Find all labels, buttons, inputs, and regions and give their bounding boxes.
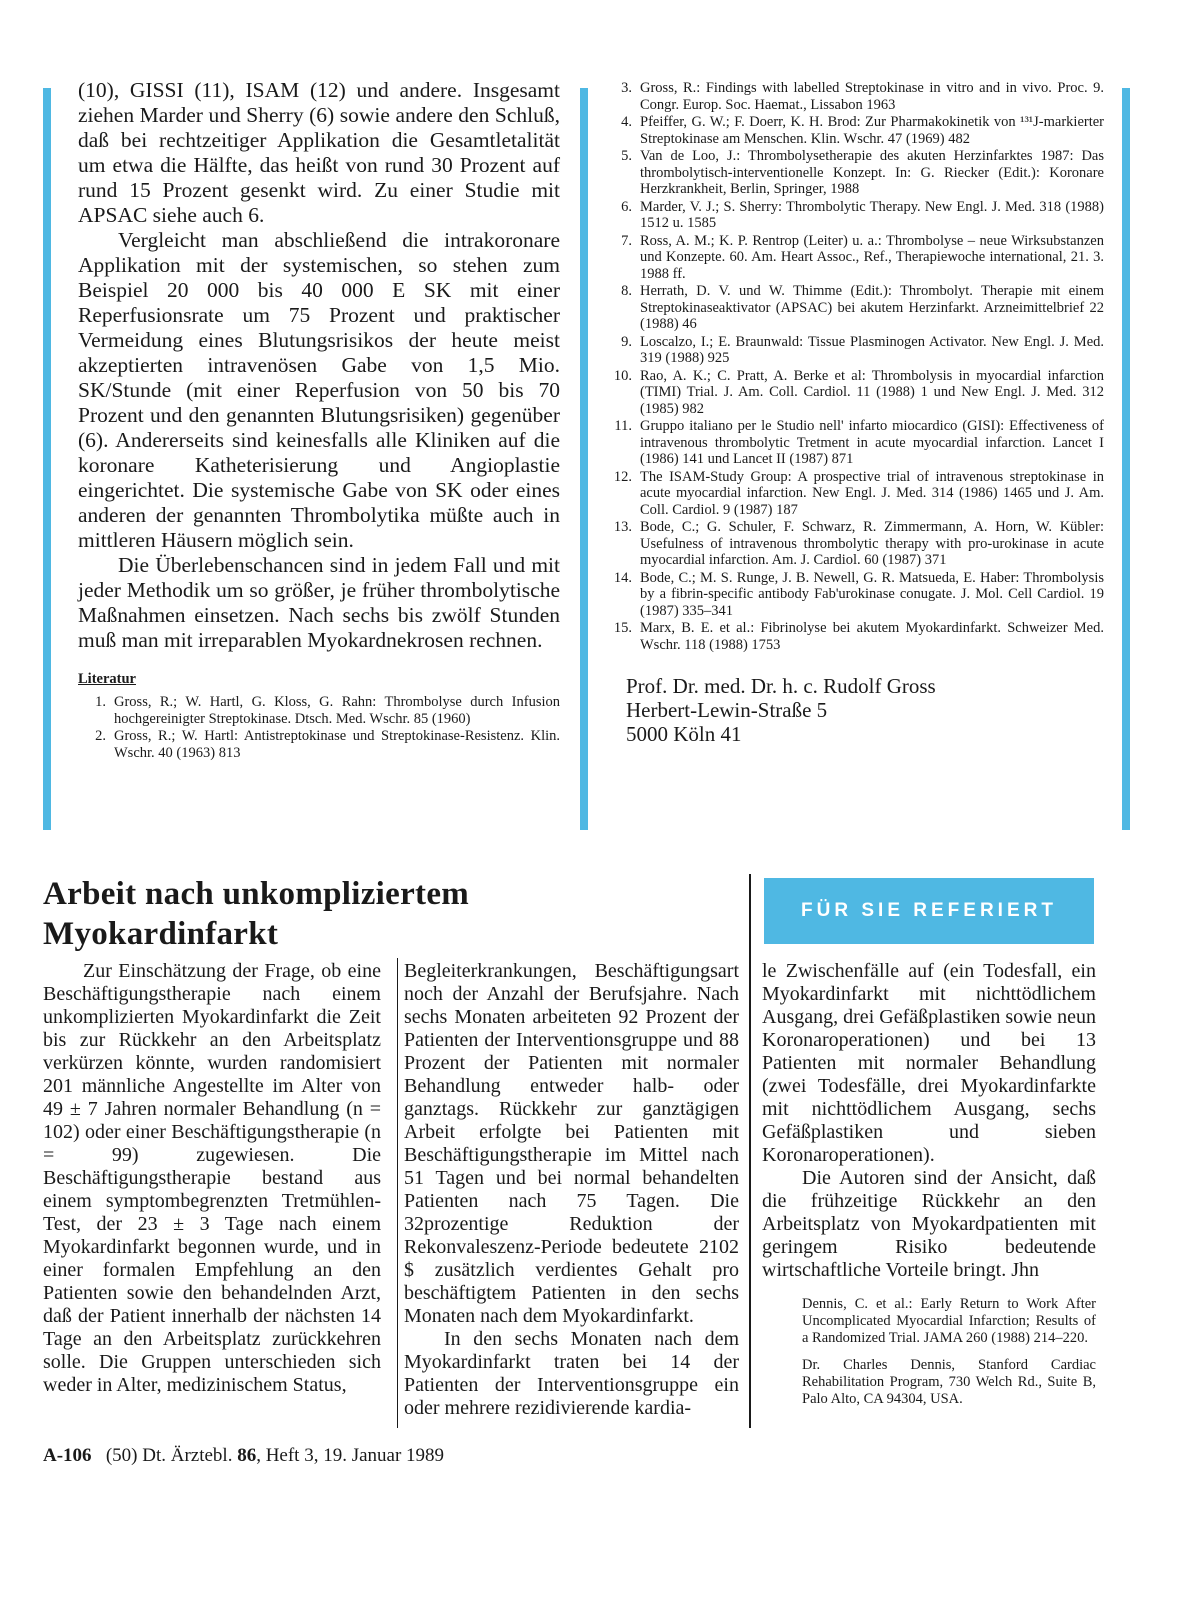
top-left-column xyxy=(78,78,560,762)
issue-info: , Heft 3, 19. Januar 1989 xyxy=(256,1445,445,1466)
article-paragraph: le Zwischenfälle auf (ein Todesfall, ein Myokardinfarkt mit nichttödlichem Ausgang, drei Gefäßplastiken sowie neun Koronaroperationen) und bei 13 Patienten mit normaler Behandlung (zwei Todesfälle, drei Myokardinfarkte mit nichttödlichem Ausgang, sechs Gefäßplastiken und sieben Koronaroperationen). xyxy=(762,960,1096,1166)
reference-number: 3. xyxy=(621,80,632,96)
reference-item xyxy=(604,148,1104,198)
right-accent-bar xyxy=(1122,88,1130,830)
author-contact: Dr. Charles Dennis, Stanford Cardiac Rehabilitation Program, 730 Welch Rd., Suite B, Palo Alto, CA 94304, USA. xyxy=(802,1357,1096,1407)
reference-item xyxy=(604,80,1104,113)
reference-text: Marder, V. J.; S. Sherry: Thrombolytic Therapy. New Engl. J. Med. 318 (1988) 1512 u. 1585 xyxy=(640,198,1104,231)
reference-item xyxy=(604,283,1104,333)
source-citation: Dennis, C. et al.: Early Return to Work After Uncomplicated Myocardial Infarction; Results of a Randomized Trial. JAMA 260 (1988) 214–220. xyxy=(802,1296,1096,1346)
page-footer xyxy=(43,1445,444,1467)
address-line: Prof. Dr. med. Dr. h. c. Rudolf Gross xyxy=(626,674,936,698)
reference-text: Bode, C.; G. Schuler, F. Schwarz, R. Zimmermann, A. Horn, W. Kübler: Usefulness of intravenous thrombolytic therapy with pro-urokinase in acute myocardial infarction. Am. J. Cardiol. 60 (1987) 371 xyxy=(640,519,1104,568)
reference-number: 7. xyxy=(621,232,632,249)
reference-list xyxy=(604,80,1104,653)
reference-list xyxy=(78,694,560,761)
reference-item xyxy=(604,233,1104,283)
reference-number: 11. xyxy=(614,418,632,434)
reference-item xyxy=(604,334,1104,367)
reference-number: 6. xyxy=(621,198,632,215)
address-line: Herbert-Lewin-Straße 5 xyxy=(626,698,828,722)
reference-text: Marx, B. E. et al.: Fibrinolyse bei akutem Myokardinfarkt. Schweizer Med. Wschr. 118 (1988) 1753 xyxy=(640,620,1104,653)
reference-item xyxy=(78,728,560,761)
reference-text: Gross, R.; W. Hartl, G. Kloss, G. Rahn: Thrombolyse durch Infusion hochgereinigter Streptokinase. Dtsch. Med. Wschr. 85 (1960) xyxy=(114,694,560,727)
reference-number: 8. xyxy=(621,283,632,299)
section-badge: FÜR SIE REFERIERT xyxy=(764,878,1094,944)
article-paragraph: In den sechs Monaten nach dem Myokardinfarkt traten bei 14 der Patienten der Interventionsgruppe ein oder mehrere rezidivierende kardia- xyxy=(404,1328,739,1419)
reference-item xyxy=(604,114,1104,147)
article-headline: Arbeit nach unkompliziertem Myokardinfarkt xyxy=(43,876,470,952)
body-paragraph: Vergleicht man abschließend die intrakoronare Applikation mit der systemischen, so stehen zum Beispiel 20 000 bis 40 000 E SK mit einer Reperfusionsrate um 75 Prozent und praktischer Vermeidung eines Blutungsrisikos der heute meist akzeptierten intravenösen Gabe von 1,5 Mio. SK/Stunde (mit einer Reperfusion von 50 bis 70 Prozent und den genannten Blutungsrisiken) gegenüber (6). Andererseits sind keinesfalls alle Kliniken auf die koronare Katheterisierung und Angioplastie eingerichtet. Die systemische Gabe von SK oder eines anderen der genannten Thrombolytika müßte auch in mittleren Häusern möglich sein. xyxy=(78,228,560,552)
journal-info: (50) Dt. Ärztebl. xyxy=(105,1445,233,1466)
column-divider xyxy=(749,874,751,1428)
article-paragraph: Die Autoren sind der Ansicht, daß die frühzeitige Rückkehr an den Arbeitsplatz von Myokardpatienten mit geringem Risiko bedeutende wirtschaftliche Vorteile bringt. Jhn xyxy=(762,1167,1096,1281)
reference-text: The ISAM-Study Group: A prospective trial of intravenous streptokinase in acute myocardial infarction. New Engl. J. Med. 314 (1986) 1465 und J. Am. Coll. Cardiol. 9 (1987) 187 xyxy=(640,468,1104,518)
reference-number: 9. xyxy=(621,333,632,350)
reference-text: Herrath, D. V. und W. Thimme (Edit.): Thrombolyt. Therapie mit einem Streptokinaseaktivator (APSAC) bei akutem Herzinfarkt. Arzneimittelbrief 22 (1988) 46 xyxy=(640,283,1104,332)
article-paragraph: Begleiterkrankungen, Beschäftigungsart noch der Anzahl der Berufsjahre. Nach sechs Monaten arbeiteten 92 Prozent der Patienten der Interventionsgruppe und 88 Prozent der Patienten mit normaler Behandlung entweder halb- oder ganztags. Rückkehr zur ganztägigen Arbeit erfolgte bei Patienten mit Beschäftigungstherapie im Mittel nach 51 Tagen und bei normal behandelten Patienten nach 75 Tagen. Die 32prozentige Reduktion der Rekonvaleszenz-Periode bedeutete 2102 $ zusätzlich verdientes Gehalt pro beschäftigtem Patienten in den sechs Monaten nach dem Myokardinfarkt. xyxy=(404,960,739,1327)
reference-text: Van de Loo, J.: Thrombolysetherapie des akuten Herzinfarktes 1987: Das thrombolytisch-interventionelle Konzept. In: G. Riecker (Edit.): Koronare Herzkrankheit, Berlin, Springer, 1988 xyxy=(640,148,1104,197)
reference-text: Ross, A. M.; K. P. Rentrop (Leiter) u. a.: Thrombolyse – neue Wirksubstanzen und Konzepte. 60. Am. Heart Assoc., Ref., Therapiewoche international, 21. 3. 1988 ff. xyxy=(640,232,1104,282)
reference-item xyxy=(604,418,1104,468)
reference-item xyxy=(604,368,1104,418)
reference-item xyxy=(604,519,1104,569)
reference-number: 5. xyxy=(621,148,632,164)
reference-number: 2. xyxy=(95,728,106,744)
reference-item xyxy=(78,694,560,727)
article-column-1 xyxy=(43,960,381,1397)
body-paragraph: Die Überlebenschancen sind in jedem Fall und mit jeder Methodik um so größer, je früher thrombolytische Maßnahmen einsetzen. Nach sechs bis zwölf Stunden muß man mit irreparablen Myokardnekrosen rechnen. xyxy=(78,553,560,652)
reference-text: Loscalzo, I.; E. Braunwald: Tissue Plasminogen Activator. New Engl. J. Med. 319 (1988) 925 xyxy=(640,333,1104,366)
reference-number: 10. xyxy=(613,367,632,384)
reference-text: Pfeiffer, G. W.; F. Doerr, K. H. Brod: Zur Pharmakokinetik von ¹³¹J-markierter Streptokinase am Menschen. Klin. Wschr. 47 (1969) 482 xyxy=(640,114,1104,147)
journal-volume: 86 xyxy=(237,1445,257,1466)
reference-text: Bode, C.; M. S. Runge, J. B. Newell, G. R. Matsueda, E. Haber: Thrombolysis by a fibrin-specific antibody Fab'urokinase conugate. J. Mol. Cell Cardiol. 19 (1987) 335–341 xyxy=(640,569,1104,619)
reference-text: Gross, R.: Findings with labelled Streptokinase in vitro and in vivo. Proc. 9. Congr. Europ. Soc. Haemat., Lissabon 1963 xyxy=(640,80,1104,113)
literatur-heading: Literatur xyxy=(78,671,136,687)
reference-text: Rao, A. K.; C. Pratt, A. Berke et al: Thrombolysis in myocardial infarction (TIMI) Trial. J. Am. Coll. Cardiol. 11 (1988) 1 und New Engl. J. Med. 312 (1985) 982 xyxy=(640,367,1104,417)
reference-text: Gross, R.; W. Hartl: Antistreptokinase und Streptokinase-Resistenz. Klin. Wschr. 40 (1963) 813 xyxy=(114,728,560,761)
reference-item xyxy=(604,570,1104,620)
reference-item xyxy=(604,620,1104,653)
reference-number: 4. xyxy=(621,114,632,130)
reference-item xyxy=(604,469,1104,519)
left-accent-bar xyxy=(43,88,51,830)
article-column-2 xyxy=(404,960,739,1420)
page-number: A-106 xyxy=(43,1445,92,1466)
top-right-column xyxy=(604,80,1104,746)
reference-number: 13. xyxy=(613,519,632,535)
article-paragraph: Zur Einschätzung der Frage, ob eine Beschäftigungstherapie nach einem unkomplizierten Myokardinfarkt die Zeit bis zur Rückkehr an den Arbeitsplatz verkürzen könnte, wurden randomisiert 201 männliche Angestellte im Alter von 49 ± 7 Jahren normaler Behandlung (n = 102) oder einer Beschäftigungstherapie (n = 99) zugewiesen. Die Beschäftigungstherapie bestand aus einem symptombegrenzten Tretmühlen-Test, der 23 ± 3 Tage nach einem Myokardinfarkt begonnen wurde, und in einer formalen Empfehlung an den Patienten sowie den behandelnden Arzt, daß der Patient innerhalb der nächsten 14 Tage an den Arbeitsplatz zurückkehren solle. Die Gruppen unterschieden sich weder in Alter, medizinischem Status, xyxy=(43,960,381,1396)
article-column-3 xyxy=(762,960,1096,1408)
center-accent-bar xyxy=(580,88,588,830)
address-line: 5000 Köln 41 xyxy=(626,722,742,746)
body-paragraph: (10), GISSI (11), ISAM (12) und andere. Insgesamt ziehen Marder und Sherry (6) sowie andere den Schluß, daß bei rechtzeitiger Applikation die Gesamtletalität um etwa die Hälfte, das heißt von rund 30 Prozent auf rund 15 Prozent gesenkt wird. Zu einer Studie mit APSAC siehe auch 6. xyxy=(78,78,560,227)
reference-text: Gruppo italiano per le Studio nell' infarto miocardico (GISI): Effectiveness of intravenous thrombolytic Tretment in acute myocardial infarction. Lancet I (1986) 141 und Lancet II (1987) 871 xyxy=(640,418,1104,467)
column-divider xyxy=(397,958,398,1428)
author-address xyxy=(604,674,1104,746)
reference-item xyxy=(604,199,1104,232)
reference-number: 12. xyxy=(613,468,632,485)
article-headline-block xyxy=(43,874,683,954)
reference-number: 14. xyxy=(613,569,632,586)
reference-number: 1. xyxy=(95,694,106,710)
reference-number: 15. xyxy=(613,620,632,636)
